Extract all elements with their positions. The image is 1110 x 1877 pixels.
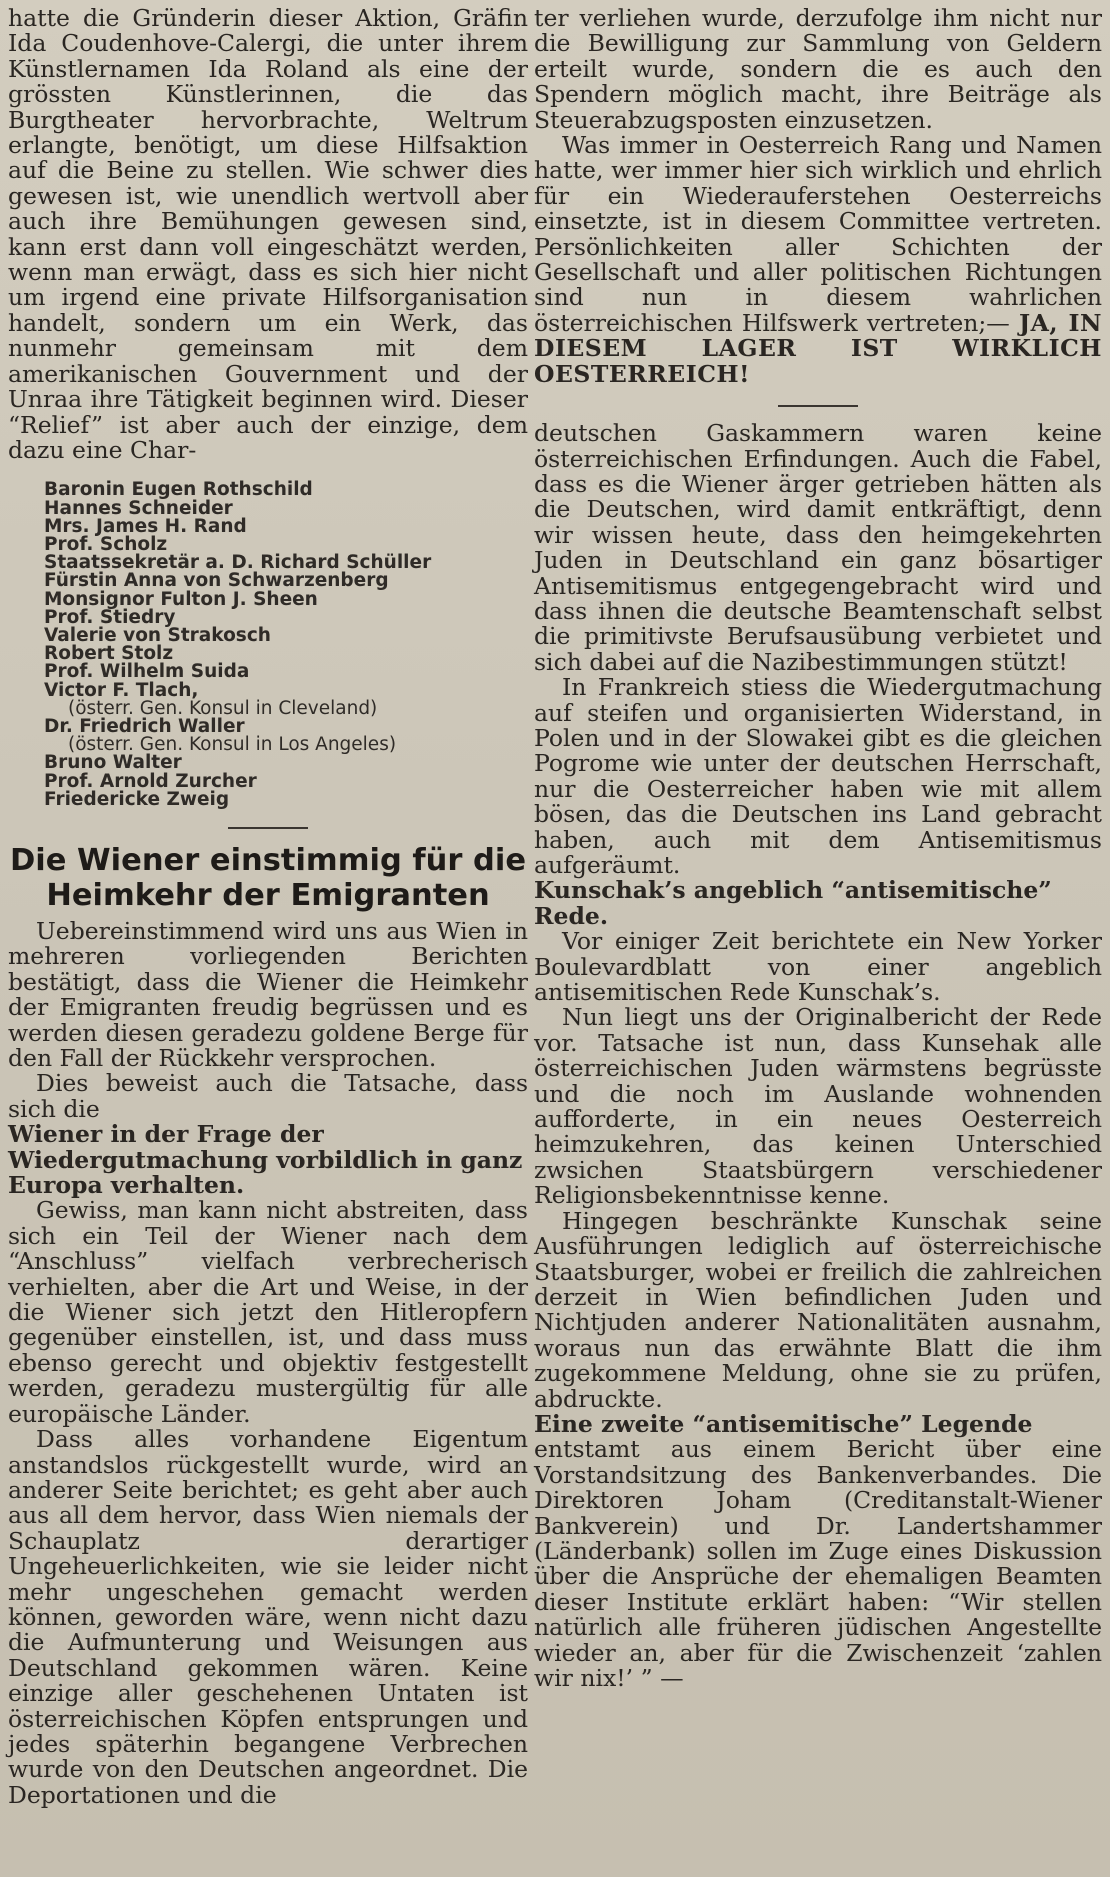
committee-name-note: (österr. Gen. Konsul in Los Angeles) <box>68 734 397 756</box>
right-column <box>534 6 1102 1691</box>
committee-name: Hannes Schneider <box>44 497 233 519</box>
article-paragraph: Gewiss, man kann nicht abstreiten, dass sich ein Teil der Wiener nach dem “Anschluss” vielfach verbrecherisch verhielten, aber die Art und Weise, in der die Wiener sich jetzt den Hitleropfern gegenüber einstellen, ist, und dass muss ebenso gerecht und objektiv festgestellt werden, geradezu mustergültig für alle europäische Länder. <box>8 1196 528 1428</box>
left-column <box>8 6 528 1808</box>
committee-name: Valerie von Strakosch <box>44 624 271 646</box>
article-subheading: Wiener in der Frage der Wiedergutmachung vorbildlich in ganz Europa verhalten. <box>8 1120 523 1200</box>
committee-name: Friedericke Zweig <box>44 788 230 810</box>
relief-paragraph <box>534 133 1102 387</box>
committee-name: Dr. Friedrich Waller <box>44 715 245 737</box>
section-divider <box>228 827 308 829</box>
article-subheading: Eine zweite “antisemitische” Legende <box>534 1409 1033 1438</box>
article-paragraph: Dies beweist auch die Tatsache, dass sich die <box>8 1069 528 1123</box>
committee-name: Monsignor Fulton J. Sheen <box>44 588 318 610</box>
article-headline: Die Wiener einstimmig für die Heimkehr der Emigranten <box>9 842 527 913</box>
committee-name: Prof. Stiedry <box>44 606 176 628</box>
article-paragraph: In Frankreich stiess die Wiedergutmachung auf steifen und organisierten Widerstand, in Polen und in der Slowakei gibt es die gleichen Pogrome wie unter der deutschen Herrschaft, nur die Oesterreicher haben wie mit allem bösen, das die Deutschen ins Land gebracht haben, auch mit dem Antisemitismus aufgeräumt. <box>534 673 1102 879</box>
article-paragraph: Dass alles vorhandene Eigentum anstandslos rückgestellt wurde, wird an anderer Seite berichtet; es geht aber auch aus all dem hervor, dass Wien niemals der Schauplatz derartiger Ungeheuerlichkeiten, wie sie leider nicht mehr ungeschehen gemacht werden können, geworden wäre, wenn nicht dazu die Aufmunterung und Weisungen aus Deutschland gekommen wären. Keine einzige aller geschehenen Untaten ist österreichischen Köpfen entsprungen und jedes späterhin begangene Verbrechen wurde von den Deutschen angeordnet. Die Deportationen und die <box>8 1425 528 1809</box>
article-paragraph: Vor einiger Zeit berichtete ein New Yorker Boulevardblatt von einer angeblich antisemitischen Rede Kunschak’s. <box>534 927 1102 1007</box>
committee-name: Prof. Scholz <box>44 533 168 555</box>
article-paragraph: Hingegen beschränkte Kunschak seine Ausführungen lediglich auf österreichische Staatsburger, wobei er freilich die zahlreichen derzeit in Wien befindlichen Juden und Nichtjuden anderer Nationalitäten ausnahm, woraus nun das erwähnte Blatt die ihm zugekommene Meldung, ohne sie zu prüfen, abdruckte. <box>534 1206 1102 1413</box>
relief-emphasis: JA, IN DIESEM LAGER IST WIRKLICH OESTERREICH! <box>534 308 1102 388</box>
relief-paragraph-end: hatte die Gründerin dieser Aktion, Gräfin Ida Coudenhove-Calergi, die unter ihrem Künstlernamen Ida Roland als eine der grössten Künstlerinnen, die das Burgtheater hervorbrachte, Weltrum erlangte, benötigt, um diese Hilfsaktion auf die Beine zu stellen. Wie schwer dies gewesen ist, wie unendlich wertvoll aber auch ihre Bemühungen gewesen sind, kann erst dann voll eingeschätzt werden, wenn man erwägt, dass es sich hier nicht um irgend eine private Hilfsorganisation handelt, sondern um ein Werk, das nunmehr gemeinsam mit dem amerikanischen Gouvernment und der Unraa ihre Tätigkeit beginnen wird. Dieser “Relief” ist aber auch der einzige, dem dazu eine Char- <box>8 4 528 464</box>
committee-name: Bruno Walter <box>44 752 182 774</box>
committee-name: Baronin Eugen Rothschild <box>44 479 313 501</box>
article-subheading: Kunschak’s angeblich “antisemitische” Rede. <box>534 876 1052 930</box>
relief-paragraph-continued: ter verliehen wurde, derzufolge ihm nicht nur die Bewilligung zur Sammlung von Geldern erteilt wurde, sondern die es auch den Spendern möglich macht, ihre Beiträge als Steuerabzugsposten einzusetzen. <box>534 4 1102 134</box>
committee-name: Mrs. James H. Rand <box>44 515 247 537</box>
committee-name: Victor F. Tlach, <box>44 679 199 701</box>
article-paragraph: entstamt aus einem Bericht über eine Vorstandsitzung des Bankenverbandes. Die Direktoren Joham (Creditanstalt-Wiener Bankverein) und Dr. Landertshammer (Länderbank) sollen im Zuge eines Diskussion über die Ansprüche der ehemaligen Beamten dieser Institute erklärt haben: “Wir stellen natürlich alle früheren jüdischen Angestellte wieder an, aber für die Zwischenzeit ‘zahlen wir nix!’ ” — <box>534 1435 1102 1692</box>
article-paragraph: Uebereinstimmend wird uns aus Wien in mehreren vorliegenden Berichten bestätigt, dass die Wiener die Heimkehr der Emigranten freudig begrüssen und es werden diesen geradezu goldene Berge für den Fall der Rückkehr versprochen. <box>8 916 528 1072</box>
section-divider <box>778 405 858 407</box>
committee-name-note: (österr. Gen. Konsul in Cleveland) <box>68 697 378 719</box>
committee-name: Robert Stolz <box>44 643 174 665</box>
committee-name: Prof. Wilhelm Suida <box>44 661 250 683</box>
committee-name: Staatssekretär a. D. Richard Schüller <box>44 552 432 574</box>
committee-name-list <box>44 481 528 809</box>
article-paragraph: Nun liegt uns der Originalbericht der Rede vor. Tatsache ist nun, dass Kunsehak alle österreichischen Juden wärmstens begrüsste und die noch im Auslande wohnenden aufforderte, in ein neues Oesterreich heimzukehren, das keinen Unterschied zwsichen Staatsbürgern verschiedener Religionsbekenntnisse kenne. <box>534 1003 1102 1210</box>
committee-name: Prof. Arnold Zurcher <box>44 770 257 792</box>
relief-paragraph-text: Was immer in Oesterreich Rang und Namen hatte, wer immer hier sich wirklich und ehrlich für ein Wiederauferstehen Oesterreichs einsetzte, ist in diesem Committee vertreten. Persönlichkeiten aller Schichten der Gesellschaft und aller politischen Richtungen sind nun in diesem wahrlichen österreichischen Hilfswerk vertreten;— <box>534 131 1102 337</box>
committee-name: Fürstin Anna von Schwarzenberg <box>44 570 389 592</box>
article-paragraph-continued: deutschen Gaskammern waren keine österreichischen Erfindungen. Auch die Fabel, dass es die Wiener ärger getrieben hätten als die Deutschen, wird damit entkräftigt, denn wir wissen heute, dass den heimgekehrten Juden in Deutschland ein ganz bösartiger Antisemitismus entgegengebracht wird und dass ihnen die deutsche Beamtenschaft selbst die primitivste Berufsausübung verbietet und sich dabei auf die Nazibestimmungen stützt! <box>534 419 1102 676</box>
